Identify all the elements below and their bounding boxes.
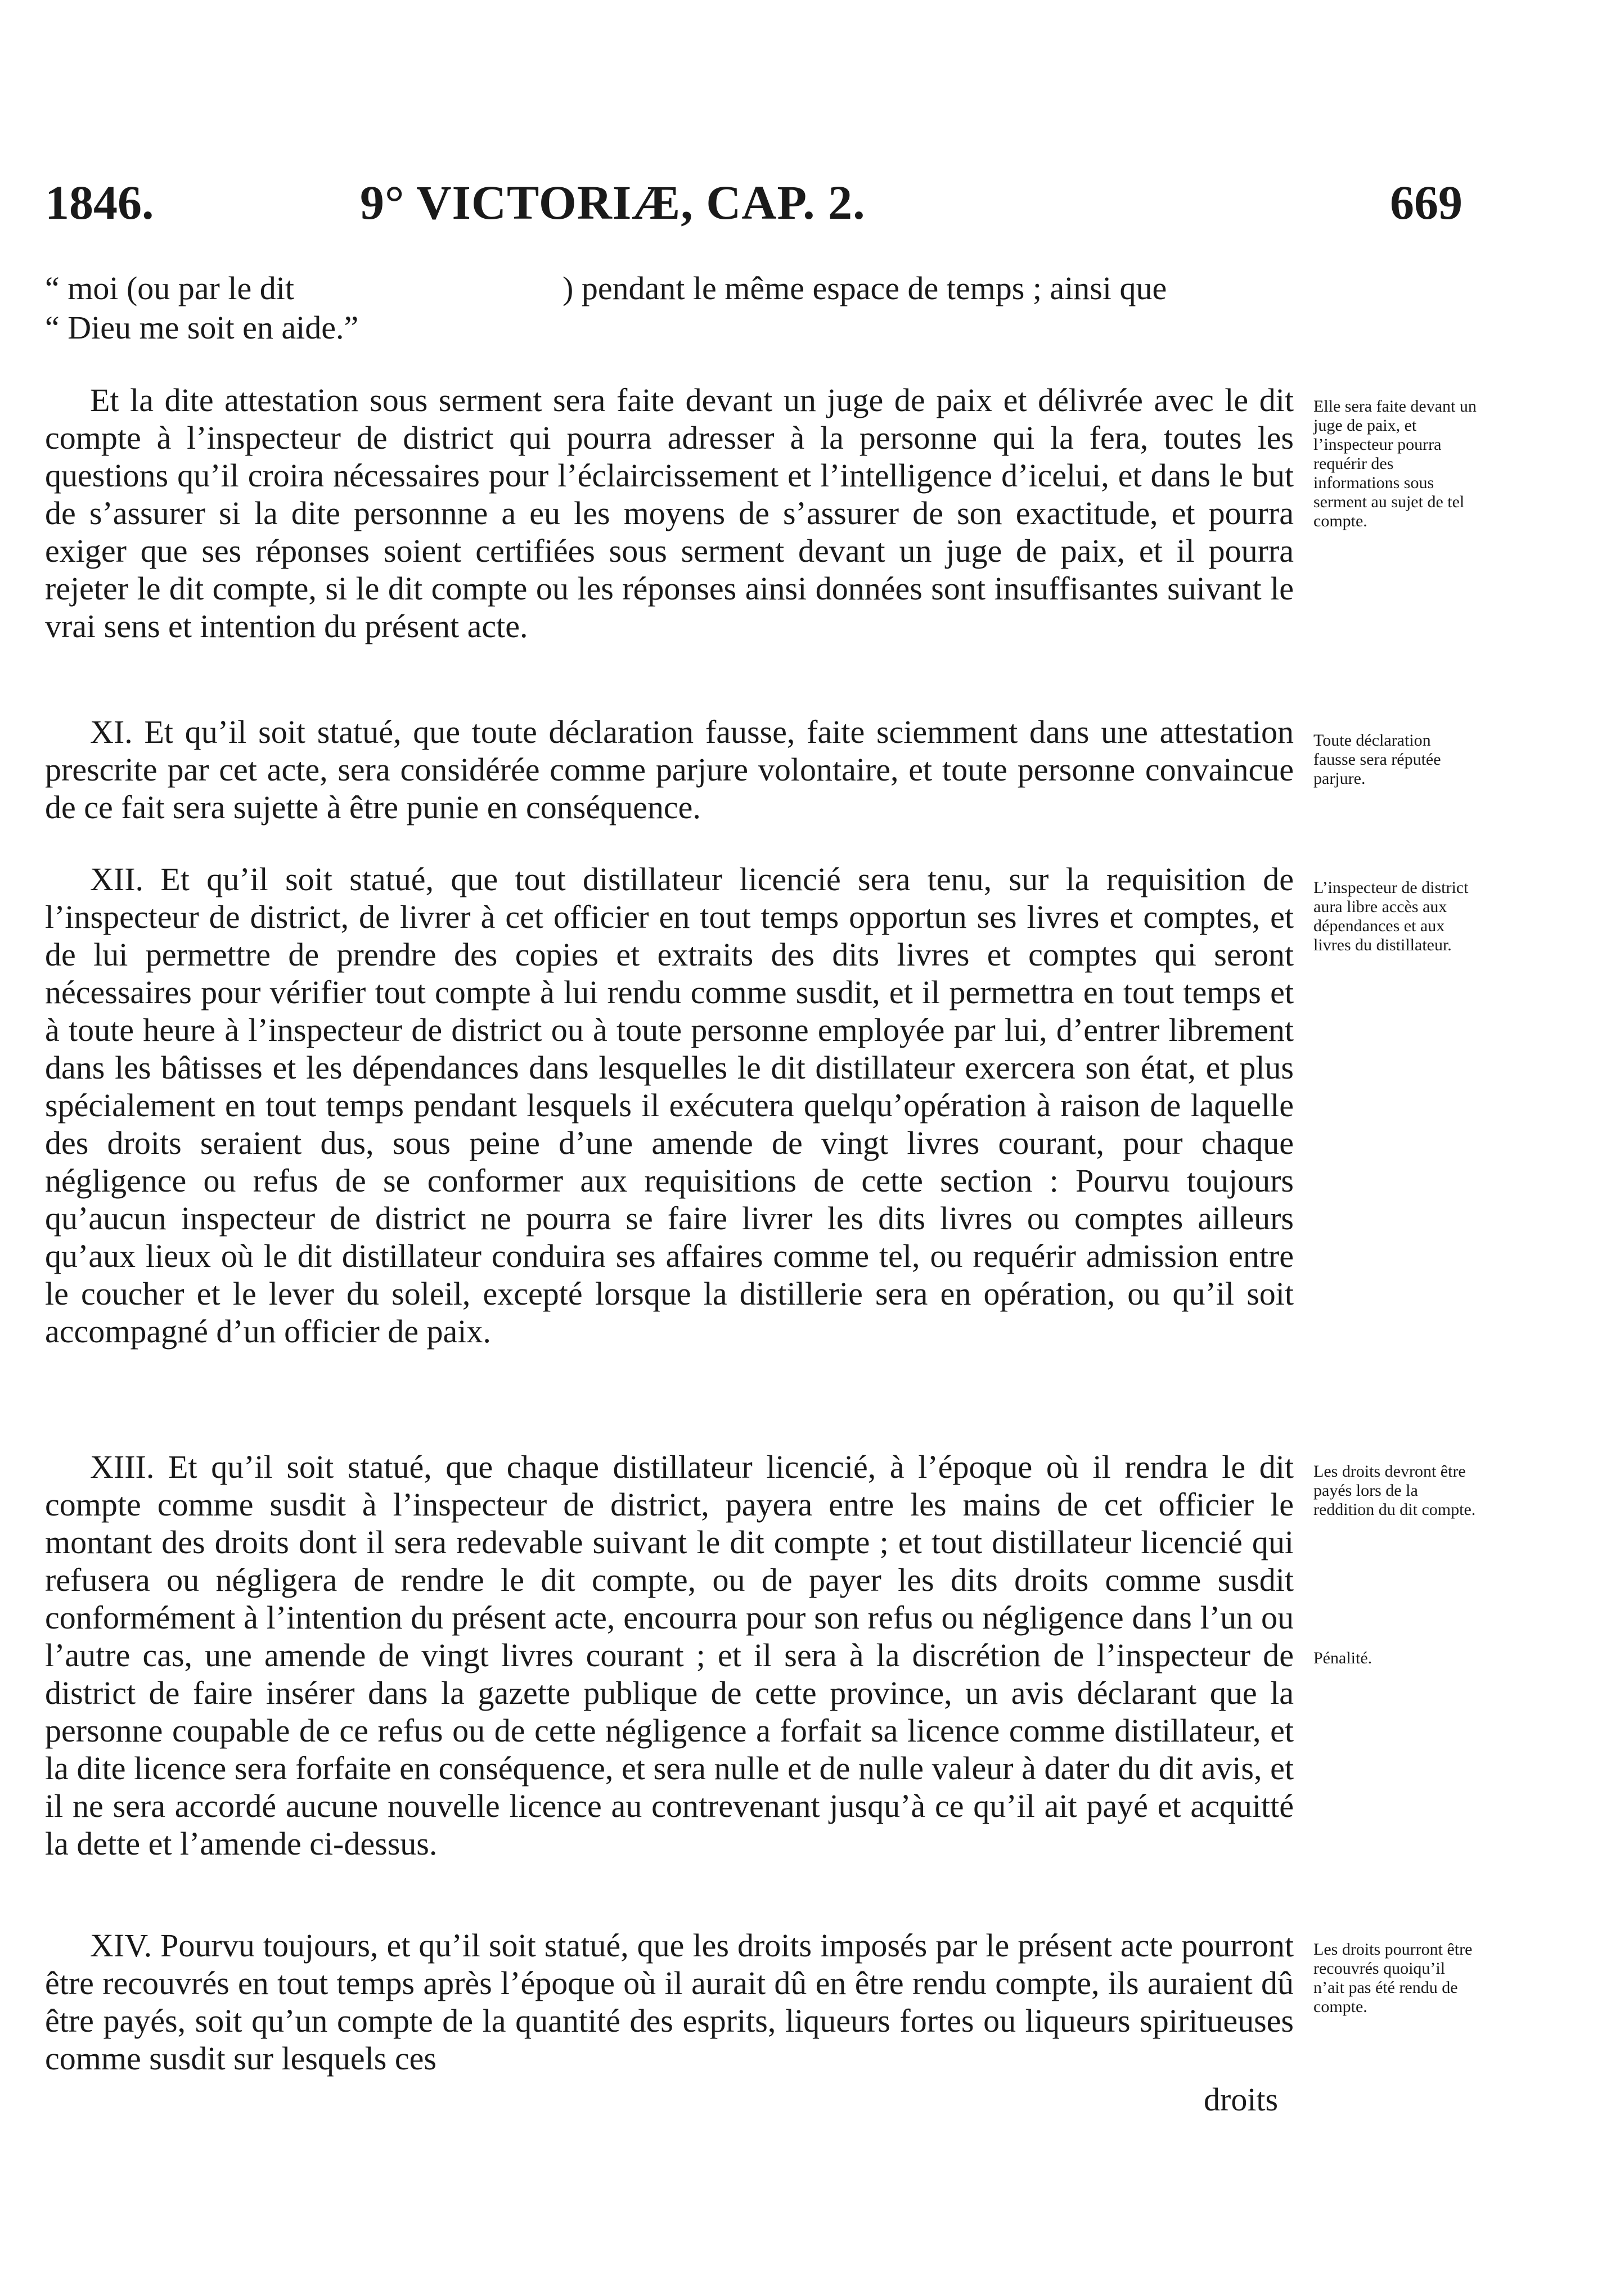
- section-number-xiv: XIV.: [90, 1927, 152, 1964]
- section-number-xiii: XIII.: [90, 1449, 155, 1485]
- marginal-note-5: Les droits pourront être recouvrés quoiqu’il n’ait pas été rendu de compte.: [1313, 1940, 1473, 2016]
- paragraph-1-text: Et la dite attestation sous serment sera faite devant un juge de paix et délivrée avec le dit compte à l’inspecteur de district qui pourra adresser à la personne qui la fera, toutes les questions qu’il croira nécessaires pour l’éclaircissement et l’intelligence d’icelui, et dans le but de s’assurer si la dite personnne a eu les moyens de s’assurer de son exactitude, et pourra exiger que ses réponses soient certifiées sous serment devant un juge de paix, et il pourra rejeter le dit compte, si le dit compte ou les réponses ainsi données sont insuffisantes suivant le vrai sens et intention du présent acte.: [45, 382, 1294, 644]
- marginal-note-3: L’inspecteur de district aura libre accès aux dépendances et aux livres du distillateur.: [1313, 878, 1469, 954]
- section-xii-text: Et qu’il soit statué, que tout distillateur licencié sera tenu, sur la requisition de l’inspecteur de district, de livrer à cet officier en tout temps opportun ses livres et comptes, et de lui permettre de prendre des copies et extraits des dits livres et comptes qui seront nécessaires pour vérifier tout compte à lui rendu comme susdit, et il permettra en tout temps et à toute heure à l’inspecteur de district ou à toute personne employée par lui, d’entrer librement dans les bâtisses et les dépendances dans lesquelles le dit distillateur exercera son état, et plus spécialement en tout temps pendant lesquels il exécutera quelqu’opération à raison de laquelle des droits seraient dus, sous peine d’une amende de vingt livres courant, pour chaque négligence ou refus de se conformer aux requisitions de cette section : Pourvu toujours qu’aucun inspecteur de district ne pourra se faire livrer les dits livres ou comptes ailleurs qu’aux lieux où le dit distillateur conduira ses affaires comme tel, ou requérir admission entre le coucher et le lever du soleil, excepté lorsque la distillerie sera en opération, ou qu’il soit accompagné d’un officier de paix.: [45, 861, 1294, 1350]
- marginal-note-2: Toute déclaration fausse sera réputée parjure.: [1313, 731, 1441, 788]
- marginal-note-1: Elle sera faite devant un juge de paix, et l’inspecteur pourra requérir des informations sous serment au sujet de tel compte.: [1313, 397, 1477, 530]
- section-xiv: [45, 1927, 1294, 2077]
- page-number: 669: [1390, 175, 1462, 229]
- section-xi: [45, 713, 1294, 826]
- oath-line-1-start: “ moi (ou par le dit: [45, 270, 294, 306]
- section-xiv-text: Pourvu toujours, et qu’il soit statué, que les droits imposés par le présent acte pourront être recouvrés en tout temps après l’époque où il aurait dû en être rendu compte, ils auraient dû être payés, soit qu’un compte de la quantité des esprits, liqueurs fortes ou liqueurs spiritueuses comme susdit sur lesquels ces: [45, 1927, 1294, 2077]
- marginal-note-penalite: Pénalité.: [1313, 1649, 1372, 1667]
- marginal-note-4: Les droits devront être payés lors de la reddition du dit compte.: [1313, 1462, 1476, 1519]
- section-number-xi: XI.: [90, 714, 133, 750]
- section-xiii: [45, 1448, 1294, 1862]
- page-header: [45, 172, 1462, 233]
- section-xiii-text: Et qu’il soit statué, que chaque distillateur licencié, à l’époque où il rendra le dit compte comme susdit à l’inspecteur de district, payera entre les mains de cet officier le montant des droits dont il sera redevable suivant le dit compte ; et tout distillateur licencié qui refusera ou négligera de rendre le dit compte, ou de payer les dits droits comme susdit conformément à l’intention du présent acte, encourra pour son refus ou négligence dans l’un ou l’autre cas, une amende de vingt livres courant ; et il sera à la discrétion de l’inspecteur de district de faire insérer dans la gazette publique de cette province, un avis déclarant que la personne coupable de ce refus ou de cette négligence a forfait sa licence comme distillateur, et la dite licence sera forfaite en conséquence, et sera nulle et de nulle valeur à dater du dit avis, et il ne sera accordé aucune nouvelle licence au contrevenant jusqu’à ce qu’il ait payé et acquitté la dette et l’amende ci-dessus.: [45, 1449, 1294, 1862]
- header-title: 9° VICTORIÆ, CAP. 2.: [360, 175, 866, 229]
- oath-line-2: “ Dieu me soit en aide.”: [45, 309, 359, 346]
- oath-line-1-end: ) pendant le même espace de temps ; ainsi que: [562, 270, 1167, 306]
- section-number-xii: XII.: [90, 861, 144, 897]
- catchword: droits: [1204, 2081, 1279, 2118]
- section-xi-text: Et qu’il soit statué, que toute déclaration fausse, faite sciemment dans une attestation prescrite par cet acte, sera considérée comme parjure volontaire, et toute personne convaincue de ce fait sera sujette à être punie en conséquence.: [45, 714, 1294, 826]
- header-year: 1846.: [45, 175, 154, 229]
- paragraph-1: [45, 381, 1294, 645]
- section-xii: [45, 860, 1294, 1350]
- oath-closing: [45, 269, 1299, 348]
